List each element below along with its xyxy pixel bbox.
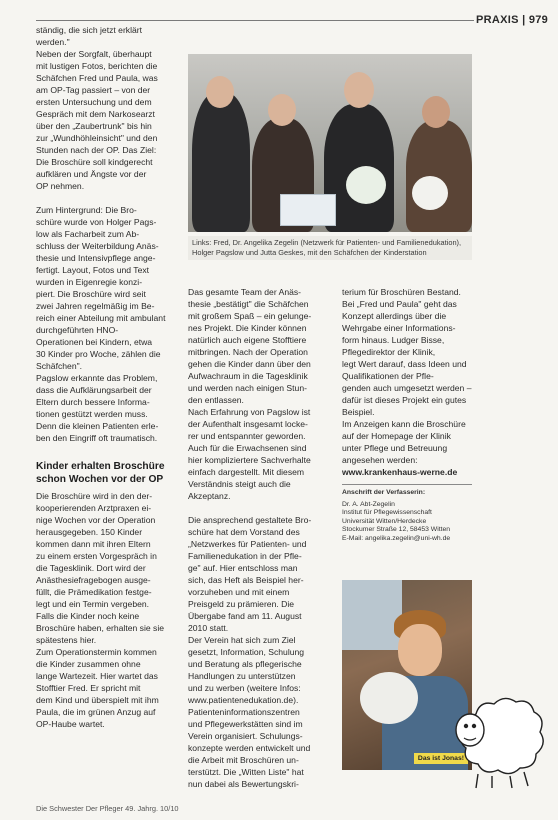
text-line: „Netzwerkes für Patienten- und bbox=[188, 539, 307, 549]
text-line: hier kompliziertere Sachverhalte bbox=[188, 455, 311, 465]
text-line: Stunden nach der OP. Das Ziel: bbox=[36, 145, 157, 155]
text-line: tionen gestützt werden muss. bbox=[36, 409, 148, 419]
text-line: konzepte werden entwickelt und bbox=[188, 743, 311, 753]
text-line: Dr. A. Abt-Zegelin bbox=[342, 500, 395, 508]
text-line: gehen die Kinder dann über den bbox=[188, 359, 311, 369]
team-photo bbox=[188, 54, 472, 232]
author-address bbox=[342, 484, 472, 544]
text-line: Übergabe fand am 11. August bbox=[188, 611, 302, 621]
text-line: Beispiel. bbox=[342, 407, 375, 417]
photo-tag: Das ist Jonas! bbox=[414, 753, 468, 764]
text-line: Eltern durch bessere Informa- bbox=[36, 397, 150, 407]
column-2-team bbox=[188, 286, 332, 502]
text-line: sich, das Heft als Beispiel her- bbox=[188, 575, 304, 585]
person-head bbox=[344, 72, 374, 108]
text-line: Bei „Fred und Paula" geht das bbox=[342, 299, 457, 309]
column-1-intro bbox=[36, 24, 180, 192]
text-line: Schäfchen Fred und Paula, was bbox=[36, 73, 158, 83]
text-line: Die ansprechend gestaltete Bro- bbox=[188, 515, 312, 525]
text-line: angesehen werden: bbox=[342, 455, 418, 465]
text-line: natürlich auch eigene Stofftiere bbox=[188, 335, 307, 345]
text-line: nes Projekt. Die Kinder können bbox=[188, 323, 307, 333]
window-background bbox=[342, 580, 402, 650]
text-line: legt Wert darauf, dass Ideen und bbox=[342, 359, 467, 369]
text-line: mit lustigen Fotos, berichten die bbox=[36, 61, 158, 71]
text-line: und Pflegewerkstätten sind im bbox=[188, 719, 303, 729]
text-line: Akzeptanz. bbox=[188, 491, 231, 501]
text-line: und werden nach einigen Stun- bbox=[188, 383, 307, 393]
text-line: Zum Operationstermin kommen bbox=[36, 647, 157, 657]
text-line: Universität Witten/Herdecke bbox=[342, 517, 427, 525]
text-line: Pflegedirektor der Klinik, bbox=[342, 347, 436, 357]
text-line: durchgeführten HNO- bbox=[36, 325, 119, 335]
text-line: Pagslow erkannte das Problem, bbox=[36, 373, 158, 383]
person-head bbox=[422, 96, 450, 128]
section-heading: Kinder erhalten Broschüre schon Wochen vor der OP bbox=[36, 461, 165, 485]
column-2-award bbox=[188, 514, 332, 790]
text-line: Aufwachraum in die Tagesklinik bbox=[188, 371, 308, 381]
section-label: PRAXIS | 979 bbox=[476, 14, 549, 26]
text-line: schüre hat dem Vorstand des bbox=[188, 527, 300, 537]
text-line: Verein organisiert. Schulungs- bbox=[188, 731, 303, 741]
text-line: E-Mail: angelika.zegelin@uni-wh.de bbox=[342, 534, 451, 542]
text-line: ge" auf. Hier entschloss man bbox=[188, 563, 298, 573]
text-line: terium für Broschüren Bestand. bbox=[342, 287, 461, 297]
column-1-background bbox=[36, 204, 180, 444]
text-line: Broschüre haben, erhalten sie sie bbox=[36, 623, 165, 633]
text-line: dem Kind und überspielt mit ihm bbox=[36, 695, 159, 705]
text-line: auf der Homepage der Klinik bbox=[342, 431, 451, 441]
text-line: Preisgeld zu prämieren. Die bbox=[188, 599, 295, 609]
website-link[interactable]: www.krankenhaus-werne.de bbox=[342, 467, 458, 477]
text-line: Der Verein hat sich zum Ziel bbox=[188, 635, 296, 645]
text-line: Gespräch mit dem Narkosearzt bbox=[36, 109, 155, 119]
person-head bbox=[206, 76, 234, 108]
text-line: Im Anzeigen kann die Broschüre bbox=[342, 419, 466, 429]
text-line: Institut für Pflegewissenschaft bbox=[342, 509, 432, 517]
header-rule bbox=[36, 20, 474, 21]
text-line: am OP-Tag passiert – von der bbox=[36, 85, 151, 95]
text-line: thesie „bestätigt" die Schäfchen bbox=[188, 299, 309, 309]
text-line: wurden in Eigenregie konzi- bbox=[36, 277, 143, 287]
text-line: kommen dann mit ihren Eltern bbox=[36, 539, 151, 549]
text-line: mitbringen. Nach der Operation bbox=[188, 347, 308, 357]
text-line: reich einer Abteilung mit ambulant bbox=[36, 313, 166, 323]
text-line: 2010 statt. bbox=[188, 623, 229, 633]
text-line: lange Wartezeit. Hier wartet das bbox=[36, 671, 158, 681]
sheep-illustration bbox=[448, 690, 554, 790]
text-line: zu einem ersten Vorgespräch in bbox=[36, 551, 157, 561]
text-line: vorzuheben und mit einem bbox=[188, 587, 290, 597]
text-line: Konzept allerdings über die bbox=[342, 311, 447, 321]
text-line: OP nehmen. bbox=[36, 181, 85, 191]
text-line: Denn die kleinen Patienten erle- bbox=[36, 421, 159, 431]
text-line: herausgegeben. 150 Kinder bbox=[36, 527, 143, 537]
text-line: rer und entspannter geworden. bbox=[188, 431, 306, 441]
text-line: werden." bbox=[36, 37, 70, 47]
text-line: ben den Eingriff oft traumatisch. bbox=[36, 433, 158, 443]
text-line: 30 Kinder pro Woche, zählen die bbox=[36, 349, 161, 359]
text-line: die Tagesklinik. Dort wird der bbox=[36, 563, 146, 573]
text-line: den entlassen. bbox=[188, 395, 244, 405]
text-line: Zum Hintergrund: Die Bro- bbox=[36, 205, 137, 215]
text-line: Anästhesiefragebogen ausge- bbox=[36, 575, 151, 585]
text-line: unter Pflege und Betreuung bbox=[342, 443, 448, 453]
text-line: thesie und Intensivpflege ange- bbox=[36, 253, 156, 263]
text-line: Auch für die Erwachsenen sind bbox=[188, 443, 307, 453]
text-line: Falls die Kinder noch keine bbox=[36, 611, 140, 621]
text-line: Qualifikationen der Pfle- bbox=[342, 371, 434, 381]
text-line: gesetzt, Information, Schulung bbox=[188, 647, 305, 657]
text-line: Operationen bei Kindern, etwa bbox=[36, 337, 153, 347]
text-line: einfach dargestellt. Mit diesem bbox=[188, 467, 305, 477]
text-line: www.patientenedukation.de). bbox=[188, 695, 299, 705]
text-line: Wehrgabe einer Informations- bbox=[342, 323, 456, 333]
text-line: dafür ist dieses Projekt ein gutes bbox=[342, 395, 467, 405]
text-line: zwei Jahren regelmäßig im Be- bbox=[36, 301, 155, 311]
text-line: Stockumer Straße 12, 58453 Witten bbox=[342, 526, 451, 534]
text-line: genden auch umgesetzt werden – bbox=[342, 383, 472, 393]
text-line: Stofftier Fred. Er spricht mit bbox=[36, 683, 141, 693]
person-silhouette bbox=[192, 92, 250, 232]
text-line: dass die Aufklärungsarbeit der bbox=[36, 385, 152, 395]
text-line: piert. Die Broschüre wird seit bbox=[36, 289, 146, 299]
text-line: low als Facharbeit zum Ab- bbox=[36, 229, 140, 239]
text-line: terstützt. Die „Witten Liste" hat bbox=[188, 767, 304, 777]
text-line: schluss der Weiterbildung Anäs- bbox=[36, 241, 159, 251]
text-line: Patienteninformationszentren bbox=[188, 707, 300, 717]
sheep-toy-fred bbox=[346, 166, 386, 204]
text-line: Neben der Sorgfalt, überhaupt bbox=[36, 49, 152, 59]
column-3 bbox=[342, 286, 472, 478]
text-line: Familienedukation in der Pfle- bbox=[188, 551, 302, 561]
text-line: und Beratung als pflegerische bbox=[188, 659, 302, 669]
text-line: über den „Zaubertrunk" bis hin bbox=[36, 121, 152, 131]
text-line: zur „Wundhöhleinsicht" und den bbox=[36, 133, 158, 143]
text-line: die Arbeit mit Broschüren un- bbox=[188, 755, 299, 765]
sheep-toy-paula bbox=[412, 176, 448, 210]
column-1 bbox=[36, 24, 180, 730]
text-line: die Kinder zusammen ohne bbox=[36, 659, 141, 669]
boy-face bbox=[398, 624, 442, 676]
photo-caption: Links: Fred, Dr. Angelika Zegelin (Netzwerk für Patienten- und Familienedukation), Holger Pagslow und Jutta Geskes, mit den Schäfchen der Kinderstation bbox=[188, 236, 472, 260]
text-line: Schäfchen". bbox=[36, 361, 83, 371]
text-line: Handlungen zu unterstützen bbox=[188, 671, 296, 681]
person-head bbox=[268, 94, 296, 126]
person-silhouette bbox=[406, 120, 472, 232]
text-line: Die Broschüre wird in den der- bbox=[36, 491, 153, 501]
text-line: mit großem Spaß – ein gelunge- bbox=[188, 311, 312, 321]
author-box-title: Anschrift der Verfasserin: bbox=[342, 489, 426, 496]
text-line: der Aufenthalt insgesamt locke- bbox=[188, 419, 308, 429]
sheep-plush bbox=[360, 672, 418, 724]
text-line: nige Wochen vor der Operation bbox=[36, 515, 156, 525]
text-line: OP-Haube wartet. bbox=[36, 719, 105, 729]
text-line: fertigt. Layout, Fotos und Text bbox=[36, 265, 150, 275]
text-line: Das gesamte Team der Anäs- bbox=[188, 287, 302, 297]
text-line: legt und ein Termin vergeben. bbox=[36, 599, 150, 609]
text-line: schüre wurde von Holger Pags- bbox=[36, 217, 157, 227]
column-2 bbox=[188, 286, 332, 790]
text-line: kooperierenden Arztpraxen ei- bbox=[36, 503, 152, 513]
text-line: aufklären und Ängste vor der bbox=[36, 169, 147, 179]
author-box-lines bbox=[342, 501, 472, 544]
text-line: Nach Erfahrung von Pagslow ist bbox=[188, 407, 311, 417]
brochure-box bbox=[280, 194, 336, 226]
page-footer: Die Schwester Der Pfleger 49. Jahrg. 10/10 bbox=[36, 804, 179, 813]
text-line: ersten Untersuchung und dem bbox=[36, 97, 152, 107]
text-line: Paula, die im grünen Anzug auf bbox=[36, 707, 156, 717]
text-line: ständig, die sich jetzt erklärt bbox=[36, 25, 143, 35]
text-line: füllt, die Prämedikation festge- bbox=[36, 587, 152, 597]
text-line: Die Broschüre soll kindgerecht bbox=[36, 157, 153, 167]
text-line: spätestens hier. bbox=[36, 635, 97, 645]
column-3-text bbox=[342, 286, 472, 466]
text-line: nun dabei als Bewertungskri- bbox=[188, 779, 299, 789]
text-line: und zu werben (weitere Infos: bbox=[188, 683, 301, 693]
text-line: Verständnis steigt auch die bbox=[188, 479, 291, 489]
text-line: form hinaus. Ludger Bisse, bbox=[342, 335, 445, 345]
column-1-procedure bbox=[36, 490, 180, 730]
